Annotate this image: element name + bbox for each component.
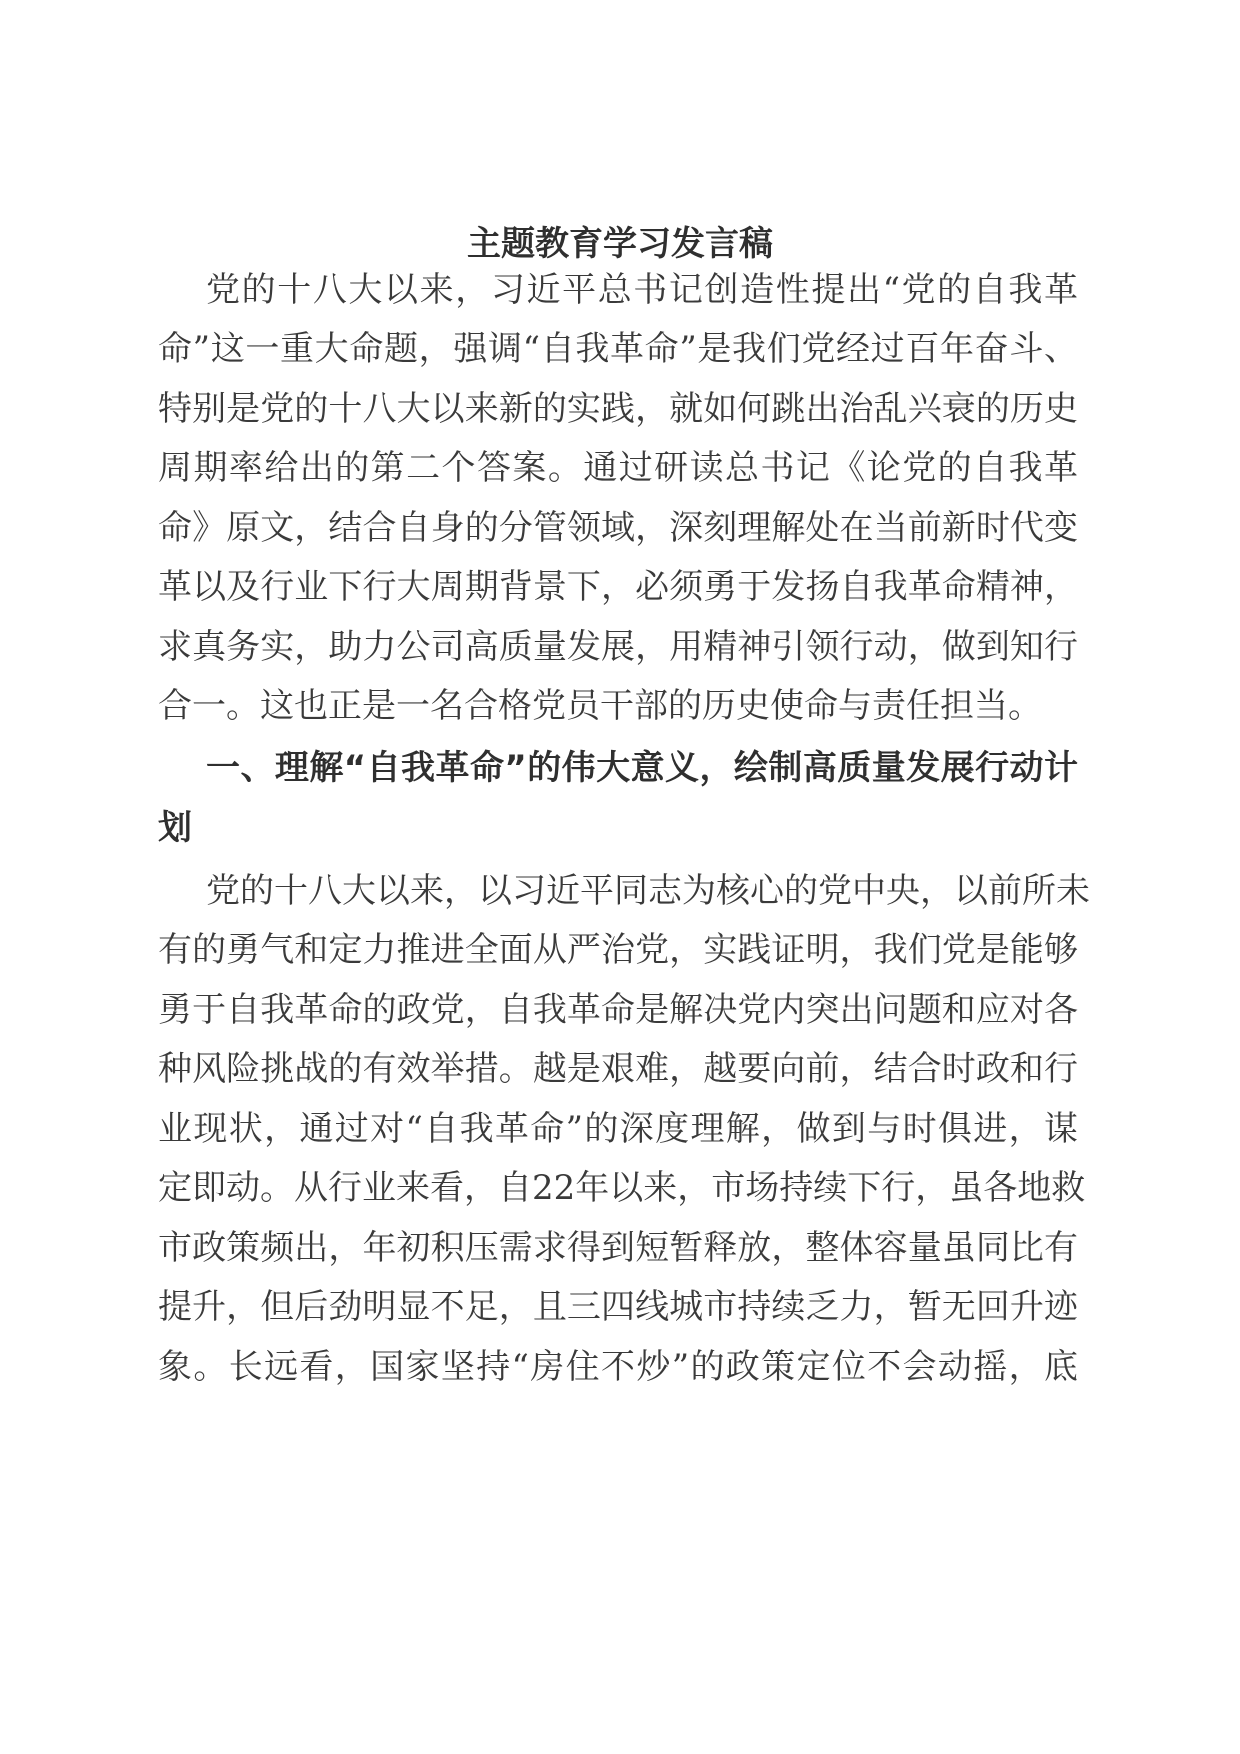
paragraph-1-line-6: 革以及行业下行大周期背景下，必须勇于发扬自我革命精神， (158, 567, 1078, 607)
paragraph-1-line-3: 特别是党的十八大以来新的实践，就如何跳出治乱兴衰的历史 (158, 389, 1078, 429)
paragraph-2-line-1: 党的十八大以来，以习近平同志为核心的党中央，以前所未 (206, 871, 1090, 911)
paragraph-1-line-1: 党的十八大以来，习近平总书记创造性提出“党的自我革 (206, 270, 1078, 310)
document-title: 主题教育学习发言稿 (467, 224, 773, 264)
paragraph-2-line-2: 有的勇气和定力推进全面从严治党，实践证明，我们党是能够 (158, 930, 1078, 970)
paragraph-2-line-3: 勇于自我革命的政党，自我革命是解决党内突出问题和应对各 (158, 990, 1078, 1030)
paragraph-2-line-5: 业现状，通过对“自我革命”的深度理解，做到与时俱进，谋 (158, 1109, 1078, 1149)
paragraph-2-line-7: 市政策频出，年初积压需求得到短暂释放，整体容量虽同比有 (158, 1228, 1078, 1268)
paragraph-1-line-8: 合一。这也正是一名合格党员干部的历史使命与责任担当。 (158, 686, 1042, 726)
paragraph-1-line-2: 命”这一重大命题，强调“自我革命”是我们党经过百年奋斗、 (158, 329, 1078, 369)
paragraph-2-line-8: 提升，但后劲明显不足，且三四线城市持续乏力，暂无回升迹 (158, 1287, 1078, 1327)
section-heading-1-line-2: 划 (158, 808, 192, 848)
paragraph-2-line-9: 象。长远看，国家坚持“房住不炒”的政策定位不会动摇，底 (158, 1347, 1078, 1387)
paragraph-1-line-4: 周期率给出的第二个答案。通过研读总书记《论党的自我革 (158, 448, 1078, 488)
paragraph-1-line-7: 求真务实，助力公司高质量发展，用精神引领行动，做到知行 (158, 627, 1078, 667)
section-heading-1-line-1: 一、理解“自我革命”的伟大意义，绘制高质量发展行动计 (206, 748, 1078, 788)
paragraph-2-line-4: 种风险挑战的有效举措。越是艰难，越要向前，结合时政和行 (158, 1049, 1078, 1089)
paragraph-1-line-5: 命》原文，结合自身的分管领域，深刻理解处在当前新时代变 (158, 508, 1078, 548)
paragraph-2-line-6: 定即动。从行业来看，自22年以来，市场持续下行，虽各地救 (158, 1168, 1086, 1208)
